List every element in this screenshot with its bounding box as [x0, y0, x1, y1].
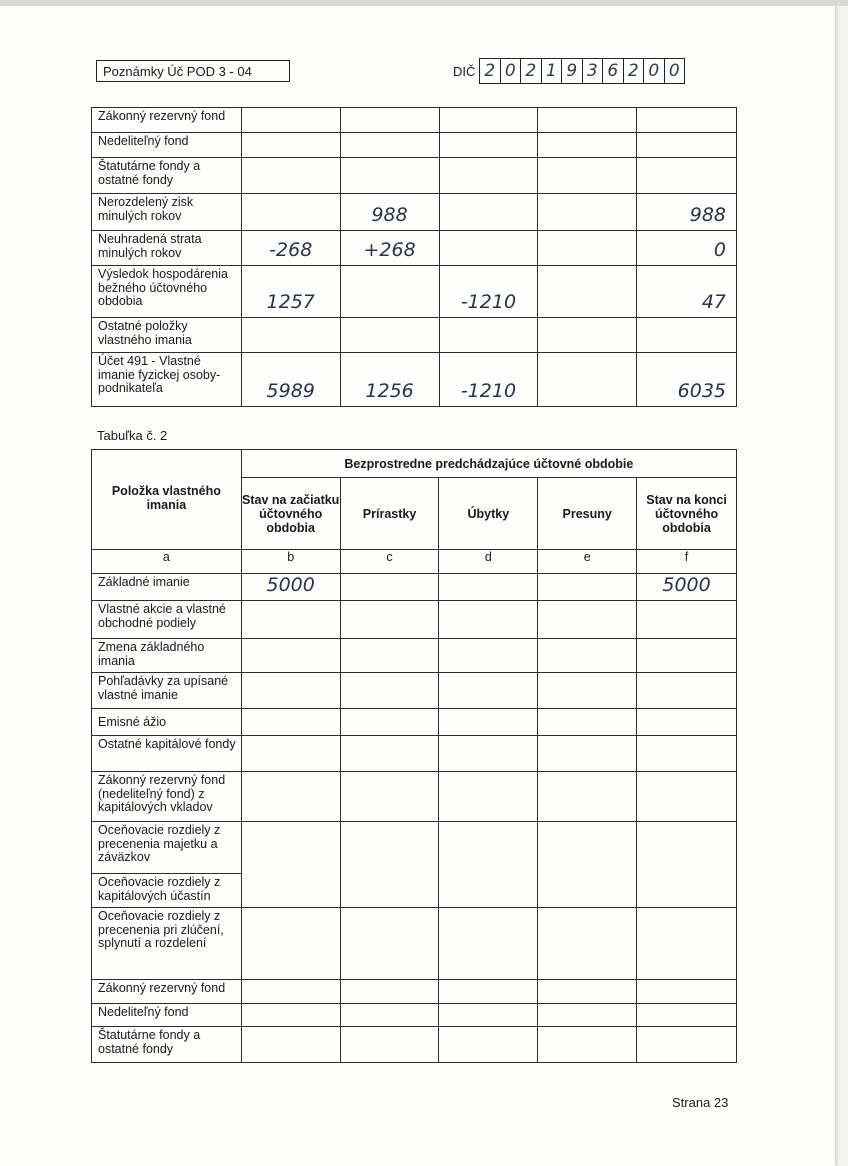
- row-label: Oceňovacie rozdiely z precenenia pri zlúčení, splynutí a rozdelení: [92, 908, 242, 980]
- cell-d: -1210: [439, 353, 538, 407]
- cell-c: [340, 574, 439, 601]
- cell-c: [340, 709, 439, 736]
- cell-f: 47: [637, 266, 737, 318]
- cell-f: [637, 133, 737, 158]
- cell-d: [439, 318, 538, 353]
- cell-c: +268: [340, 231, 439, 266]
- cell-e: [538, 266, 637, 318]
- cell-d: [439, 822, 538, 908]
- table-row: [92, 108, 737, 133]
- column-header: Presuny: [538, 478, 637, 550]
- column-letter: c: [340, 550, 439, 574]
- row-label: Oceňovacie rozdiely z kapitálových účastín: [92, 874, 242, 908]
- row-label: Štatutárne fondy a ostatné fondy: [92, 158, 242, 194]
- table-row: [92, 601, 737, 639]
- cell-f: [637, 709, 737, 736]
- cell-c: [340, 1004, 439, 1027]
- cell-e: [538, 108, 637, 133]
- cell-d: [439, 908, 538, 980]
- cell-d: [439, 980, 538, 1004]
- period-header: Bezprostredne predchádzajúce účtovné obdobie: [241, 450, 736, 478]
- row-label: Ostatné položky vlastného imania: [92, 318, 242, 353]
- cell-b: 1257: [241, 266, 340, 318]
- dic-label: DIČ: [453, 64, 476, 79]
- cell-c: [340, 158, 439, 194]
- cell-b: [241, 601, 340, 639]
- cell-b: [241, 673, 340, 709]
- cell-b: [241, 1004, 340, 1027]
- cell-d: [439, 108, 538, 133]
- column-letter: d: [439, 550, 538, 574]
- cell-d: [439, 709, 538, 736]
- row-label: Zákonný rezervný fond: [92, 108, 242, 133]
- column-letter: a: [92, 550, 242, 574]
- cell-d: [439, 601, 538, 639]
- column-header: Stav na začiatku účtovného obdobia: [241, 478, 340, 550]
- cell-b: [241, 108, 340, 133]
- cell-f: [637, 772, 737, 822]
- row-label: Štatutárne fondy a ostatné fondy: [92, 1027, 242, 1063]
- cell-b: [241, 639, 340, 673]
- cell-b: [241, 980, 340, 1004]
- cell-e: [538, 318, 637, 353]
- header-row: [92, 450, 737, 478]
- cell-c: [340, 908, 439, 980]
- cell-e: [538, 1004, 637, 1027]
- cell-e: [538, 158, 637, 194]
- row-label: Emisné ážio: [92, 709, 242, 736]
- cell-e: [538, 822, 637, 908]
- cell-c: [340, 639, 439, 673]
- table-row: [92, 194, 737, 231]
- table-row: [92, 822, 737, 874]
- cell-f: [637, 318, 737, 353]
- column-header: Prírastky: [340, 478, 439, 550]
- cell-f: 988: [637, 194, 737, 231]
- cell-c: 1256: [340, 353, 439, 407]
- dic-digit: 9: [561, 58, 583, 84]
- cell-e: [538, 673, 637, 709]
- dic-digit: 1: [541, 58, 563, 84]
- scan-edge: [0, 0, 848, 6]
- table-row: [92, 709, 737, 736]
- dic-boxes: [480, 58, 685, 84]
- dic-digit: 6: [602, 58, 624, 84]
- cell-d: [439, 736, 538, 772]
- row-label: Výsledok hospodárenia bežného účtovného obdobia: [92, 266, 242, 318]
- cell-e: [538, 133, 637, 158]
- row-label: Zmena základného imania: [92, 639, 242, 673]
- cell-b: [241, 908, 340, 980]
- cell-f: [637, 108, 737, 133]
- equity-table-current: [91, 107, 737, 407]
- cell-d: [439, 194, 538, 231]
- cell-c: [340, 772, 439, 822]
- cell-b: [241, 772, 340, 822]
- table-row: [92, 574, 737, 601]
- cell-d: [439, 133, 538, 158]
- table-row: [92, 772, 737, 822]
- column-letter: e: [538, 550, 637, 574]
- row-label: Základné imanie: [92, 574, 242, 601]
- cell-c: [340, 822, 439, 908]
- row-label: Ostatné kapitálové fondy: [92, 736, 242, 772]
- cell-e: [538, 1027, 637, 1063]
- row-label: Nedeliteľný fond: [92, 1004, 242, 1027]
- cell-f: 5000: [637, 574, 737, 601]
- row-label: Zákonný rezervný fond: [92, 980, 242, 1004]
- table-row: [92, 736, 737, 772]
- table-row: [92, 353, 737, 407]
- row-label: Pohľadávky za upísané vlastné imanie: [92, 673, 242, 709]
- cell-c: [340, 108, 439, 133]
- table-row: [92, 1027, 737, 1063]
- row-label: Vlastné akcie a vlastné obchodné podiely: [92, 601, 242, 639]
- cell-b: [241, 194, 340, 231]
- cell-e: [538, 231, 637, 266]
- cell-e: [538, 601, 637, 639]
- dic-digit: 2: [623, 58, 645, 84]
- cell-e: [538, 980, 637, 1004]
- column-letter: f: [637, 550, 737, 574]
- cell-b: [241, 318, 340, 353]
- cell-e: [538, 772, 637, 822]
- cell-e: [538, 908, 637, 980]
- dic-digit: 0: [643, 58, 665, 84]
- cell-d: [439, 574, 538, 601]
- table-row: [92, 673, 737, 709]
- column-letter: b: [241, 550, 340, 574]
- document-id: Poznámky Úč POD 3 - 04: [96, 60, 290, 82]
- row-label: Nerozdelený zisk minulých rokov: [92, 194, 242, 231]
- item-header: [92, 450, 242, 550]
- cell-f: 6035: [637, 353, 737, 407]
- cell-e: [538, 709, 637, 736]
- dic-digit: 2: [520, 58, 542, 84]
- cell-b: 5000: [241, 574, 340, 601]
- cell-d: [439, 639, 538, 673]
- cell-f: [637, 1027, 737, 1063]
- table-row: [92, 133, 737, 158]
- cell-c: [340, 673, 439, 709]
- row-label: Nedeliteľný fond: [92, 133, 242, 158]
- row-label: Účet 491 - Vlastné imanie fyzickej osoby-podnikateľa: [92, 353, 242, 407]
- cell-b: [241, 1027, 340, 1063]
- cell-f: [637, 601, 737, 639]
- cell-f: [637, 1004, 737, 1027]
- cell-d: [439, 772, 538, 822]
- cell-d: -1210: [439, 266, 538, 318]
- cell-d: [439, 231, 538, 266]
- page-number: Strana 23: [672, 1095, 729, 1110]
- table-row: [92, 266, 737, 318]
- cell-c: [340, 736, 439, 772]
- cell-d: [439, 1027, 538, 1063]
- cell-e: [538, 639, 637, 673]
- row-label: Neuhradená strata minulých rokov: [92, 231, 242, 266]
- cell-e: [538, 574, 637, 601]
- cell-d: [439, 1004, 538, 1027]
- dic-digit: 0: [664, 58, 686, 84]
- table-caption: Tabuľka č. 2: [97, 428, 168, 443]
- table-row: [92, 1004, 737, 1027]
- row-label: Zákonný rezervný fond (nedeliteľný fond) z kapitálových vkladov: [92, 772, 242, 822]
- cell-f: [637, 822, 737, 908]
- cell-f: [637, 908, 737, 980]
- table-row: [92, 318, 737, 353]
- cell-f: [637, 736, 737, 772]
- cell-c: 988: [340, 194, 439, 231]
- cell-c: [340, 318, 439, 353]
- letter-row: [92, 550, 737, 574]
- cell-f: [637, 158, 737, 194]
- item-header-text: Položka vlastného imania: [111, 484, 221, 512]
- cell-b: [241, 158, 340, 194]
- table-row: [92, 980, 737, 1004]
- cell-f: [637, 980, 737, 1004]
- cell-b: 5989: [241, 353, 340, 407]
- cell-b: -268: [241, 231, 340, 266]
- cell-c: [340, 1027, 439, 1063]
- dic-digit: 2: [479, 58, 501, 84]
- cell-b: [241, 736, 340, 772]
- cell-b: [241, 822, 340, 908]
- column-header: Stav na konci účtovného obdobia: [637, 478, 737, 550]
- table-row: [92, 231, 737, 266]
- equity-table-previous: [91, 449, 737, 1063]
- cell-f: [637, 639, 737, 673]
- table-row: [92, 158, 737, 194]
- column-header: Úbytky: [439, 478, 538, 550]
- cell-d: [439, 673, 538, 709]
- cell-e: [538, 194, 637, 231]
- dic-digit: 0: [500, 58, 522, 84]
- table-row: [92, 908, 737, 980]
- table-row: [92, 639, 737, 673]
- cell-e: [538, 353, 637, 407]
- cell-f: 0: [637, 231, 737, 266]
- cell-e: [538, 736, 637, 772]
- cell-c: [340, 980, 439, 1004]
- cell-c: [340, 266, 439, 318]
- cell-b: [241, 133, 340, 158]
- cell-d: [439, 158, 538, 194]
- cell-c: [340, 133, 439, 158]
- row-label: Oceňovacie rozdiely z precenenia majetku a záväzkov: [92, 822, 242, 874]
- cell-f: [637, 673, 737, 709]
- cell-c: [340, 601, 439, 639]
- cell-b: [241, 709, 340, 736]
- dic-digit: 3: [582, 58, 604, 84]
